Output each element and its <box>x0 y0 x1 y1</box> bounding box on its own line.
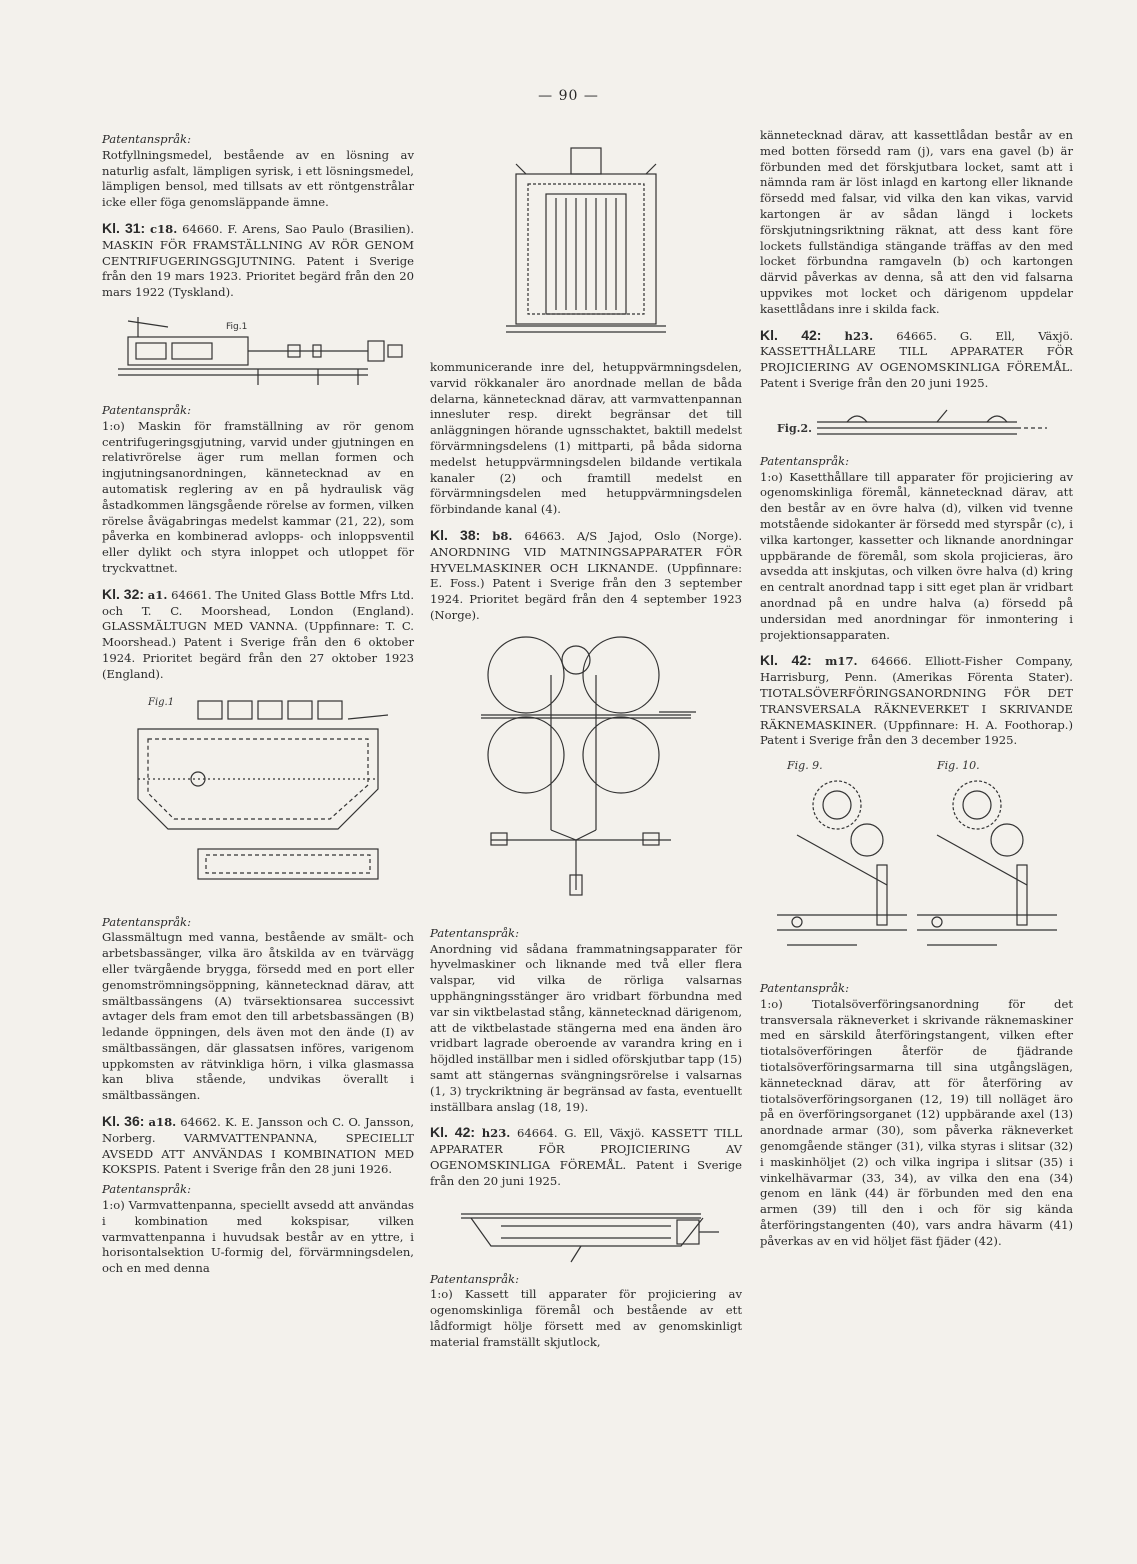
class-label: Kl. 42: <box>430 1124 476 1141</box>
claim-heading: Patentanspråk: <box>760 981 849 996</box>
figure-label: Fig.2. <box>776 421 812 435</box>
figure-label: Fig. 10. <box>936 759 980 773</box>
claim-heading: Patentanspråk: <box>430 925 519 940</box>
figure-hot-water-boiler <box>486 134 686 354</box>
subclass-label: h23. <box>481 1126 511 1141</box>
entry-text: 64662. K. E. Jansson och C. O. Jansson, Norberg. VARMVATTENPANNA, SPECIELLT AVSEDD ATT ANVÄNDAS I KOMBINATION MED KOKSPIS. Patent i Sverige från den 28 juni 1926. <box>102 1115 415 1177</box>
entry-text: 64661. The United Glass Bottle Mfrs Ltd. och T. C. Moorshead, London (England). GLASSMÄLTUGN MED VANNA. (Uppfinnare: T. C. Moorshead.) Patent i Sverige från den 6 oktober 1924. Prioritet begärd från den 27 oktober 1923 (England). <box>102 587 415 681</box>
entry-text: 64666. Elliott-Fisher Company, Harrisburg, Penn. (Amerikas Förenta Stater). TIOTALSÖVERFÖRINGSANORDNING FÖR DET TRANSVERSALA RÄKNEVERKET I SKRIVANDE RÄKNEMASKINER. (Uppfinnare: H. A. Foothorap.) Patent i Sverige från den 3 december 1925. <box>760 654 1074 748</box>
subclass-label: c18. <box>150 221 178 236</box>
figure-glass-furnace <box>108 689 408 909</box>
claim-heading: Patentanspråk: <box>760 453 849 468</box>
entry-text: 64664. G. Ell, Växjö. KASSETT TILL APPARATER FÖR PROJICIERING AV OGENOMSKINLIGA FÖREMÅL. Patent i Sverige från den 20 juni 1925. <box>430 1126 742 1188</box>
claim-text: 1:o) Tiotalsöverföringsanordning för det transversala räkneverket i skrivande räknemaskiner med en särskild återföringstangent, vilken efter tiotalsöverföringen återför de fjädrande tiotalsöverföringsarmarna till sina utgångslägen, kännetecknad därav, att för återföring av tiotalsöverföringsorganen (12, 19) till nolläget äro på en överföringsorganet (12) uppbärande axel (13) anordnade armar (30), som påverka räkneverket genomgående stänger (31), vilka styras i slitsar (32) i maskinhöljet (2) och vilka ingripa i slitsar (35) i vinkelhävarmar (33, 34), av vilka den ena (34) genom en länk (44) är förbunden med den ena armen (39) till den i och för sig kända återföringstangenten (40), vars andra hävarm (41) påverkas av en vid höljet fäst fjäder (42). <box>760 996 1073 1248</box>
claim-heading: Patentanspråk: <box>102 914 191 929</box>
subclass-label: a18. <box>148 1115 177 1130</box>
patent-entry-64662 <box>102 1114 414 1178</box>
entry-text: 64660. F. Arens, Sao Paulo (Brasilien). MASKIN FÖR FRAMSTÄLLNING AV RÖR GENOM CENTRIFUGERINGSGJUTNING. Patent i Sverige från den 19 mars 1923. Prioritet begärd från den 20 mars 1922 (Tyskland). <box>102 221 415 300</box>
claim-heading: Patentanspråk: <box>430 1271 519 1286</box>
figure-label: Fig.1 <box>148 696 175 708</box>
column-1 <box>102 128 414 1277</box>
subclass-label: m17. <box>825 654 858 669</box>
class-label: Kl. 38: <box>430 526 481 543</box>
figure-cassette <box>441 1196 731 1266</box>
claim-heading: Patentanspråk: <box>102 402 191 417</box>
claim-text: Glassmältugn med vanna, bestående av smält- och arbetsbassänger, vilka äro åtskilda av en tvärvägg eller tvärgående brygga, försedd med en port eller genomströmningsöppning, kännetecknad därav, att smältbassängens (A) tvärsektionsarea successivt avtager dels fram emot den till arbetsbassängen (B) ledande öppningen, dels även mot den ände (I) av smältbassängen, där glassatsen införes, varigenom uppkomsten av rätvinkliga hörn, i vilka glasmassa kan bliva stående, undvikas överallt i smältbassängen. <box>102 930 414 1103</box>
entry-continuation: kommunicerande inre del, hetuppvärmningsdelen, varvid rökkanaler äro anordnade mellan de båda delarna, kännetecknad därav, att varmvattenpannan innesluter resp. direkt begränsar det till anläggningen hörande ugnsschaktet, baktill medelst förvärmningsdelens (1) mittparti, på båda sidorna medelst hetuppvärmningsdelen bildande vertikala kanaler (2) och framtill medelst en förvärmningsdelen med hetuppvärmningsdelen förbindande kanal (4). <box>430 360 742 517</box>
patent-entry-64666 <box>760 653 1073 749</box>
patent-entry-64664 <box>430 1125 742 1189</box>
claim-heading: Patentanspråk: <box>102 1182 191 1197</box>
patent-entry-64665 <box>760 328 1073 392</box>
claim-text: 1:o) Kasetthållare till apparater för projiciering av ogenomskinliga föremål, kännetecknad därav, att den består av en övre halva (d), vilken vid tvenne motstående sidokanter är försedd med styrspår (c), i vilka kartonger, kassetter och liknande anordningar uppbärande de föremål, som skola projicieras, äro avsedda att inskjutas, och vilken övre halva (d) kring en centralt anordnad tapp i sitt eget plan är vridbart anordnad på en undre halva (a) försedd på undersidan med anordningar för inmontering i projektionsapparaten. <box>760 469 1073 642</box>
column-2 <box>430 128 742 1350</box>
patent-entry-64663 <box>430 528 742 624</box>
subclass-label: b8. <box>492 528 513 543</box>
figure-feed-rollers <box>471 630 701 920</box>
patent-entry-64660 <box>102 221 414 301</box>
figure-pipe-casting-machine <box>108 307 408 397</box>
patent-entry-64661 <box>102 587 414 683</box>
entry-text: 64665. G. Ell, Växjö. KASSETTHÅLLARE TILL APPARATER FÖR PROJICIERING AV OGENOMSKINLIGA FÖREMÅL. Patent i Sverige från den 20 juni 1925. <box>760 328 1074 390</box>
entry-text: 64663. A/S Jajod, Oslo (Norge). ANORDNING VID MATNINGSAPPARATER FÖR HYVELMASKINER OCH LIKNANDE. (Uppfinnare: E. Foss.) Patent i Sverige från den 3 september 1924. Prioritet begärd från den 4 september 1923 (Norge). <box>430 528 743 622</box>
subclass-label: a1. <box>147 587 168 602</box>
class-label: Kl. 32: <box>102 585 145 602</box>
entry-continuation: kännetecknad därav, att kassettlådan består av en med botten försedd ram (j), vars ena gavel (b) är förbunden med det förskjutbara locket, samt att i nämnda ram är löst inlagd en kartong eller liknande försedd med falsar, vid vilka den kan vikas, varvid kartongen är av sådan längd i lockets förskjutningsriktning räknat, att dess kant före lockets fullständiga stängande träffas av den med locket förbundna ramgaveln (b) och kartongen därvid påverkas av denna, så att den vid falsarna uppvikes mot locket och därigenom uppdelar kasettlådans inre i skilda fack. <box>760 128 1073 316</box>
column-3 <box>760 128 1073 1250</box>
claim-heading: Patentanspråk: <box>102 132 191 146</box>
class-label: Kl. 42: <box>760 652 812 669</box>
claim-text: Rotfyllningsmedel, bestående av en lösning av naturlig asfalt, lämpligen syrisk, i ett lösningsmedel, lämpligen bensol, med tillsats av ett röntgenstrålar icke eller föga genomsläppande ämne. <box>102 147 414 210</box>
subclass-label: h23. <box>844 328 874 343</box>
figure-label: Fig.1 <box>226 321 248 332</box>
figure-cassette-holder <box>767 398 1067 448</box>
claim-text: Anordning vid sådana frammatningsapparater för hyvelmaskiner och liknande med två eller flera valspar, vid vilka de rörliga valsarnas upphängningsstänger äro vridbart förbundna med var sin viktbelastad stång, kännetecknad därigenom, att de viktbelastade stängerna med ena änden äro vridbart lagrade oberoende av varandra kring en i höjdled inställbar men i sidled oförskjutbar tapp (15) samt att stängernas svängningsrörelse i valsarnas (1, 3) tryckriktning är begränsad av fasta, eventuellt inställbara anslag (18, 19). <box>430 941 743 1114</box>
figure-carry-mechanism <box>767 755 1067 975</box>
page-number: — 90 — <box>538 88 599 104</box>
class-label: Kl. 31: <box>102 219 146 236</box>
class-label: Kl. 42: <box>760 326 822 343</box>
claim-text: 1:o) Kassett till apparater för projiciering av ogenomskinliga föremål och bestående av ett lådformigt hölje försett med av genomskinligt material framställt skjutlock, <box>430 1287 742 1349</box>
claim-text: 1:o) Varmvattenpanna, speciellt avsedd att användas i kombination med kokspisar, vilken varmvattenpanna i huvudsak består av en yttre, i horisontalsektion U-formig del, förvärmningsdelen, och en med denna <box>102 1198 414 1276</box>
class-label: Kl. 36: <box>102 1113 145 1130</box>
figure-label: Fig. 9. <box>786 759 823 773</box>
claim-text: 1:o) Maskin för framställning av rör genom centrifugeringsgjutning, varvid under gjutningen en relativrörelse äger rum mellan formen och ingjutningsanordningen, kännetecknad av en automatisk reglering av en på hydraulisk väg åstadkommen längsgående rörelse av formen, vilken rörelse åvägabringas medelst kammar (21, 22), som påverka en kombinerad avlopps- och inloppsventil eller dylikt och styra inloppet och utloppet för tryckvattnet. <box>102 418 414 575</box>
